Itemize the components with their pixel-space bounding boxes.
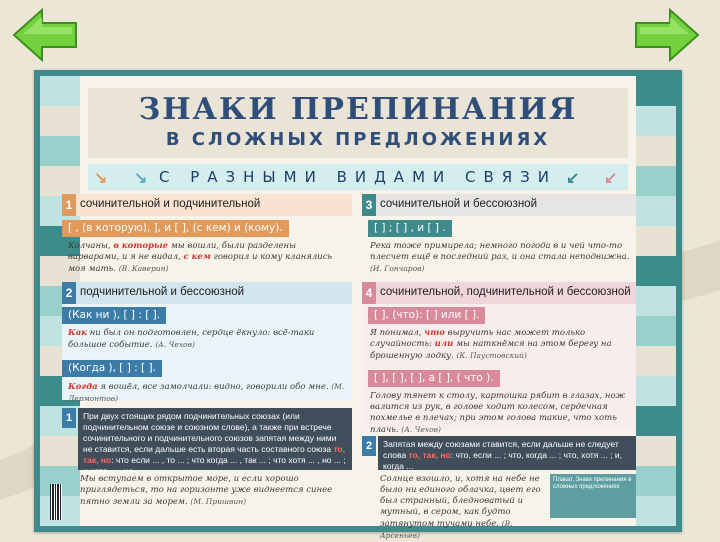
author: (К. Паустовский)	[456, 351, 527, 360]
rule-example-right: Солнце взошло, и, хотя на небе не было ни единого облачка, цвет его был странный, бледноватый и мутный, в сером, как будто затянутом тучами небе. (В. Арсеньев)	[380, 474, 541, 540]
poster	[34, 70, 682, 540]
section-number: 2	[62, 282, 76, 304]
section-title: сочинительной и подчинительной	[80, 198, 261, 210]
arrow-down-left-icon: ↙	[604, 170, 618, 187]
arrow-left-icon	[12, 8, 78, 62]
author: (А. Чехов)	[401, 425, 441, 434]
formula: [ , (в которую), ], и [ ], (с кем) и (кому).	[62, 220, 289, 237]
poster-inner	[40, 76, 676, 540]
barcode	[50, 484, 62, 520]
section-number: 4	[362, 282, 376, 304]
poster-subtitle: В СЛОЖНЫХ ПРЕДЛОЖЕНИЯХ	[165, 129, 551, 150]
rule-number: 1	[62, 408, 76, 428]
arrow-right-icon	[634, 8, 700, 62]
section-4	[362, 282, 636, 435]
band-text: С РАЗНЫМИ ВИДАМИ СВЯЗИ	[158, 168, 558, 186]
subtitle-band	[88, 164, 628, 190]
arrow-down-right-icon: ↘	[134, 170, 148, 187]
section-title: сочинительной и бессоюзной	[380, 198, 537, 210]
rule-box-left: При двух стоящих рядом подчинительных союзах (или подчинительном союзе и союзном слове), а также при встрече сочинительного и подчинительного союзов запятая между ними не ставится, если дальше есть вторая часть составного союза то, так, но: что если ... , то ... ; что когда ... , так ... ; что хотя ... , но ... ; и хотя ... , но ...	[78, 408, 352, 470]
author: (И. Гончаров)	[370, 264, 425, 273]
section-3	[362, 194, 636, 274]
prev-slide-button[interactable]	[12, 8, 78, 62]
author: (А. Чехов)	[155, 340, 195, 349]
rule-box-right: Запятая между союзами ставится, если дальше не следует слова то, так, но: что, если ... ; что, когда ... ; что, хотя ... ; и, когда ...	[378, 436, 636, 470]
poster-title: ЗНАКИ ПРЕПИНАНИЯ	[138, 92, 578, 127]
section-title: подчинительной и бессоюзной	[80, 286, 245, 298]
right-tile-column	[636, 76, 676, 526]
formula: [ ], [ ], [ ], а [ ], ( что ).	[368, 370, 500, 387]
section-1-header	[62, 194, 352, 216]
publisher-block: Плакат. Знаки препинания в сложных предложениях	[550, 474, 636, 518]
formula: [ ] ; [ ] , и [ ] .	[368, 220, 452, 237]
author: (М. Лермонтов)	[68, 382, 345, 403]
example-text: Когда я вошёл, все замолчали: видно, говорили обо мне. (М. Лермонтов)	[68, 382, 345, 403]
arrow-down-right-icon: ↘	[94, 170, 108, 187]
author: (М. Пришвин)	[190, 497, 247, 506]
author: (В. Каверин)	[118, 264, 169, 273]
section-number: 1	[62, 194, 76, 216]
example-text: Голову тянет к столу, картошка рябит в глазах, нож валится из рук, в голове ходит колесом, сердечная похмелье в плечах; при этом голова такие, что хоть плачь. (А. Чехов)	[370, 391, 626, 435]
arrow-down-left-icon: ↙	[566, 170, 580, 187]
section-number: 3	[362, 194, 376, 216]
rule-example-left: Мы вступаем в открытое море, и если хорошо приглядеться, то на горизонте уже виднеется синее пятно земли за морем. (М. Пришвин)	[80, 474, 333, 507]
next-slide-button[interactable]	[634, 8, 700, 62]
section-2-header	[62, 282, 352, 304]
section-3-header	[362, 194, 636, 216]
example-text: Река тоже примирела; немного погода в и чей что-то плесчет ещё в последний раз, и она стала неподвижна. (И. Гончаров)	[370, 241, 630, 273]
poster-title-block	[88, 88, 628, 158]
rule-number: 2	[362, 436, 376, 456]
section-4-header	[362, 282, 636, 304]
formula: (Когда ), [ ] : [ ].	[62, 360, 162, 377]
formula: (Как ни ), [ ] : [ ].	[62, 307, 166, 324]
author: (В. Арсеньев)	[380, 519, 513, 540]
section-2	[62, 282, 352, 403]
section-1	[62, 194, 352, 274]
example-text: Я понимал, что выручить нас может только случайность: или мы наткнёмся на этом берегу на брошенную лодку. (К. Паустовский)	[370, 328, 612, 361]
section-title: сочинительной, подчинительной и бессоюзной	[380, 286, 631, 298]
example-text: Как ни был он подготовлен, сердце ёкнуло: всё-таки большое событие. (А. Чехов)	[68, 328, 315, 350]
example-text: Колчаны, в которые мы вошли, были разделены варварами, и я не видал, с кем говорил и кому кланялись моя мать. (В. Каверин)	[68, 241, 333, 274]
formula: [ ], (что): [ ] или [ ].	[368, 307, 485, 324]
